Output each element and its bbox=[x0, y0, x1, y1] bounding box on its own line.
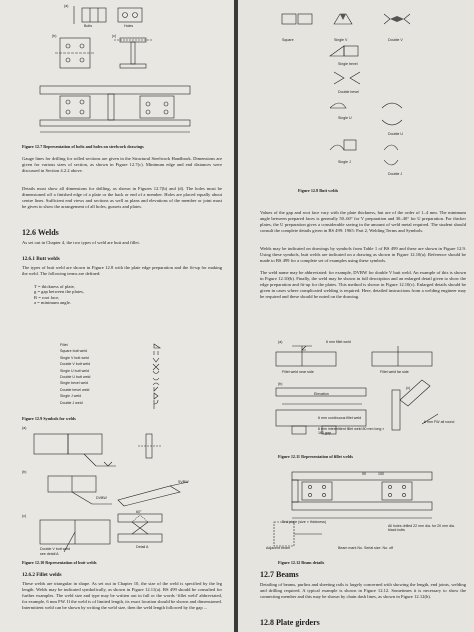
symbol-row: Double U butt weld bbox=[60, 375, 91, 380]
holes-label: Holes bbox=[124, 24, 134, 28]
all-round-label: 6 mm FW all round bbox=[424, 420, 455, 424]
fig-12-7-caption: Figure 12.7 Representation of bolts and holes on steelwork drawings bbox=[22, 144, 144, 149]
fig-12-11-c-label: (c) bbox=[406, 386, 411, 390]
definitions-list bbox=[34, 284, 154, 306]
fillet-near-side-label: Fillet weld near side bbox=[282, 370, 314, 374]
gauge-90-label: 90 bbox=[362, 472, 366, 476]
continuous-weld-label: 6 mm continuous fillet weld bbox=[318, 416, 362, 420]
fig-12-12-caption: Figure 12.12 Beam details bbox=[278, 560, 325, 565]
weld-single-j-label: Single J bbox=[338, 160, 351, 164]
left-para-2: Details must show all dimensions for drilling, as shown in Figures 12.7(b) and (d). The holes must be dimensioned off a finished edge of a plate or the back or end of a member. Holes are placed equally about centre lines. Sufficient end views and sections as well as plans and elevations of the member or joint must be given to show the arrangement of all holes, gussets and plates. bbox=[22, 186, 222, 209]
angle-label: 60° bbox=[136, 510, 142, 514]
bolts-label: Bolts bbox=[84, 24, 92, 28]
symbol-row: Single bevel weld bbox=[60, 381, 88, 386]
elevation-label: Elevation bbox=[314, 392, 329, 396]
detail-a-label: Detail A bbox=[136, 545, 149, 549]
symbol-row: Double J weld bbox=[60, 400, 83, 405]
right-para-3: The weld name may be abbreviated: for example, DVBW for double V butt weld. An example of this is shown in Figure 12.10(b). Finally, the weld may be shown in full description and an enlarged detail given to show the edge preparation and fit-up for the plates. This method is shown in Figure 12.10(c). Enlarged details should be given in cases where complicated welding is required. Here, detailed instructions from a welding engineer may be required and these should be noted on the drawing. bbox=[260, 270, 466, 299]
definition-item: g = gap between the plates, bbox=[34, 289, 85, 295]
symbol-row: Single J weld bbox=[60, 394, 82, 399]
fig-a-label: (a) bbox=[64, 4, 69, 8]
weld-double-u-label: Double U bbox=[388, 132, 403, 136]
weld-double-bevel-label: Double bevel bbox=[338, 90, 359, 94]
section-12-7-text: Detailing of beams, purlins and sheeting rails is largely concerned with showing the length, end joints, welding and drilling required. A typical example is shown in Figure 12.12. Sometimes it is necessary to show the connecting member and this may be shown by chain dash lines, as shown in Figure 12.12(b). bbox=[260, 582, 466, 599]
fig-12-10-c-label: (c) bbox=[22, 514, 27, 518]
end-plate-label: End plate (size × thickness) bbox=[282, 520, 327, 524]
dvbw-label: DVBW bbox=[96, 496, 107, 500]
symbol-row: Single U butt weld bbox=[60, 368, 89, 373]
fig-12-8-caption: Figure 12.8 Butt welds bbox=[298, 188, 339, 193]
fillet-weld-size-label: 6 mm fillet weld bbox=[326, 340, 351, 344]
weld-double-j-label: Double J bbox=[388, 172, 403, 176]
fig-12-10-caption: Figure 12.10 Representation of butt welds bbox=[22, 560, 97, 565]
beam-mark-label: Beam mark No. Serial size. No. off bbox=[338, 546, 394, 550]
symbol-row: Fillet bbox=[60, 343, 68, 347]
svbw-label: SVBW bbox=[178, 480, 189, 484]
weld-double-v-label: Double V bbox=[388, 38, 403, 42]
section-12-6-2-text: These welds are triangular in shape. As set out in Chapter 10, the size of the weld is specified by the leg length. Welds may be indicated symbolically, as shown in Figure 12.11(a). BS 499 should be consulted for further examples. The weld size and type may be written out in full or the words ‘fillet weld’ abbreviated, for example, 6 mm FW. If the weld is of limited length, its exact location should be shown and dimensioned. Intermittent weld can be shown by writing the weld size, then the weld length followed by the gap ... bbox=[22, 581, 222, 610]
intermittent-weld-label: 6 mm intermittent fillet weld 80 mm long × 160 gap bbox=[318, 427, 385, 435]
fig-b-label: (b) bbox=[52, 34, 57, 38]
see-detail-label: see detail A bbox=[40, 552, 59, 556]
right-para-1: Values of the gap and root face vary with the plate thickness, but are of the order of 1–4 mm. The minimum angle between prepared faces is generally 50–60° for V preparation and 30–40° for U preparation. For thicker plates, the U preparation gives a considerable saving in the amount of weld metal required. The student should consult the complete details given in BS 499: 1965: Part 2, Welding Terms and Symbols. bbox=[260, 210, 466, 233]
double-v-label: Double V butt weld bbox=[40, 547, 71, 551]
symbol-row: Square butt weld bbox=[60, 349, 87, 354]
symbol-row: Double bevel weld bbox=[60, 387, 90, 392]
left-page bbox=[0, 0, 234, 632]
right-para-2: Welds may be indicated on drawings by symbols from Table 1 of BS 499 and these are shown in Figure 12.9. Using these symbols, butt welds are indicated on a drawing as shown in Figure 12.10(a). Reference should be made to BS 499 for a complete set of examples using these symbols. bbox=[260, 246, 466, 263]
fig-12-10-drawing bbox=[20, 424, 220, 560]
gauge-100-label: 100 bbox=[378, 472, 384, 476]
fig-12-9-symbol-list bbox=[60, 342, 140, 406]
fig-12-9-symbols bbox=[140, 340, 180, 410]
section-12-6-1-heading: 12.6.1 Butt welds bbox=[22, 256, 60, 262]
weld-square-label: Square bbox=[282, 38, 294, 42]
fig-12-7-drawing bbox=[0, 0, 234, 140]
symbol-row: Double V butt weld bbox=[60, 362, 91, 367]
section-12-7-heading: 12.7 Beams bbox=[260, 570, 299, 579]
definition-item: a = minimum angle. bbox=[34, 300, 72, 306]
fig-12-8-drawing bbox=[274, 0, 444, 180]
fig-12-10-a-label: (a) bbox=[22, 426, 27, 430]
definition-item: R = root face, bbox=[34, 294, 60, 300]
definition-item: T = thickness of plate, bbox=[34, 284, 75, 289]
right-page bbox=[238, 0, 474, 632]
weld-single-v-label: Single V bbox=[334, 38, 348, 42]
fig-12-9-caption: Figure 12.9 Symbols for welds bbox=[22, 416, 76, 421]
symbol-row: Single V butt weld bbox=[60, 355, 89, 360]
fig-12-11-a-label: (a) bbox=[278, 340, 283, 344]
left-para-1: Gauge lines for drilling for rolled sections are given in the Structural Steelwork Handbook. Dimensions are given for various sizes of section, as shown in Figure 12.7(c). Minimum edge and end distances were discussed in Section 4.2.2 above. bbox=[22, 156, 222, 173]
fig-12-11-caption: Figure 12.11 Representation of fillet welds bbox=[278, 454, 353, 459]
section-12-6-heading: 12.6 Welds bbox=[22, 228, 59, 237]
bolt-holes-note: All holes drilled 22 mm dia. for 20 mm dia. black bolts bbox=[388, 524, 455, 532]
section-12-6-text: As set out in Chapter 4, the two types of weld are butt and fillet. bbox=[22, 240, 140, 245]
fig-c-label: (c) bbox=[112, 34, 117, 38]
fig-12-10-b-label: (b) bbox=[22, 470, 27, 474]
section-12-6-2-heading: 12.6.2 Fillet welds bbox=[22, 572, 62, 578]
section-12-8-heading: 12.8 Plate girders bbox=[260, 618, 320, 627]
weld-single-u-label: Single U bbox=[338, 116, 352, 120]
weld-single-bevel-label: Single bevel bbox=[338, 62, 358, 66]
adjacent-beam-label: Adjacent beam bbox=[266, 546, 290, 550]
section-12-6-1-text: The types of butt weld are shown in Figure 12.8 with the plate edge preparation and the fit-up for making the weld. The following terms are defined: bbox=[22, 265, 222, 276]
fillet-far-side-label: Fillet weld far side bbox=[380, 370, 409, 374]
fig-12-11-b-label: (b) bbox=[278, 382, 283, 386]
